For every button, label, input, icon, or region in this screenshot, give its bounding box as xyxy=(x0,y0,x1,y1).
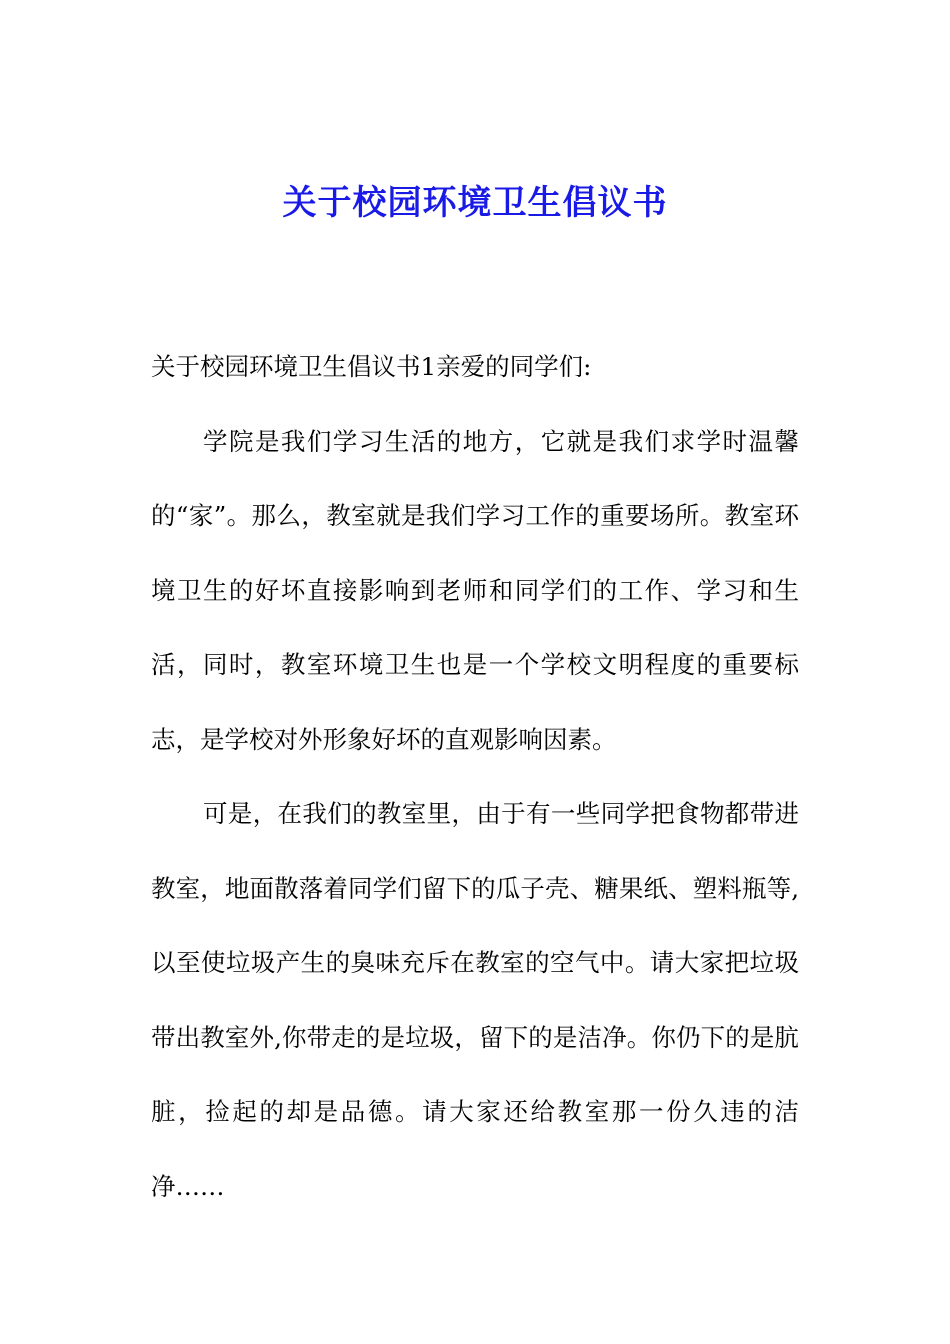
opening-line: 关于校园环境卫生倡议书1亲爱的同学们: xyxy=(151,352,592,381)
document-title: 关于校园环境卫生倡议书 xyxy=(282,183,668,223)
paragraph: 可是，在我们的教室里，由于有一些同学把食物都带进教室，地面散落着同学们留下的瓜子壳、糖果纸、塑料瓶等,以至使垃圾产生的臭味充斥在教室的空气中。请大家把垃圾带出教室外,你带走的是垃圾，留下的是洁净。你仍下的是肮脏，捡起的却是品德。请大家还给教室那一份久违的洁净…… xyxy=(151,799,799,1201)
document-body xyxy=(151,330,799,1224)
paragraph: 学院是我们学习生活的地方，它就是我们求学时温馨的“家”。那么，教室就是我们学习工作的重要场所。教室环境卫生的好坏直接影响到老师和同学们的工作、学习和生活，同时，教室环境卫生也是一个学校文明程度的重要标志，是学校对外形象好坏的直观影响因素。 xyxy=(151,426,799,754)
